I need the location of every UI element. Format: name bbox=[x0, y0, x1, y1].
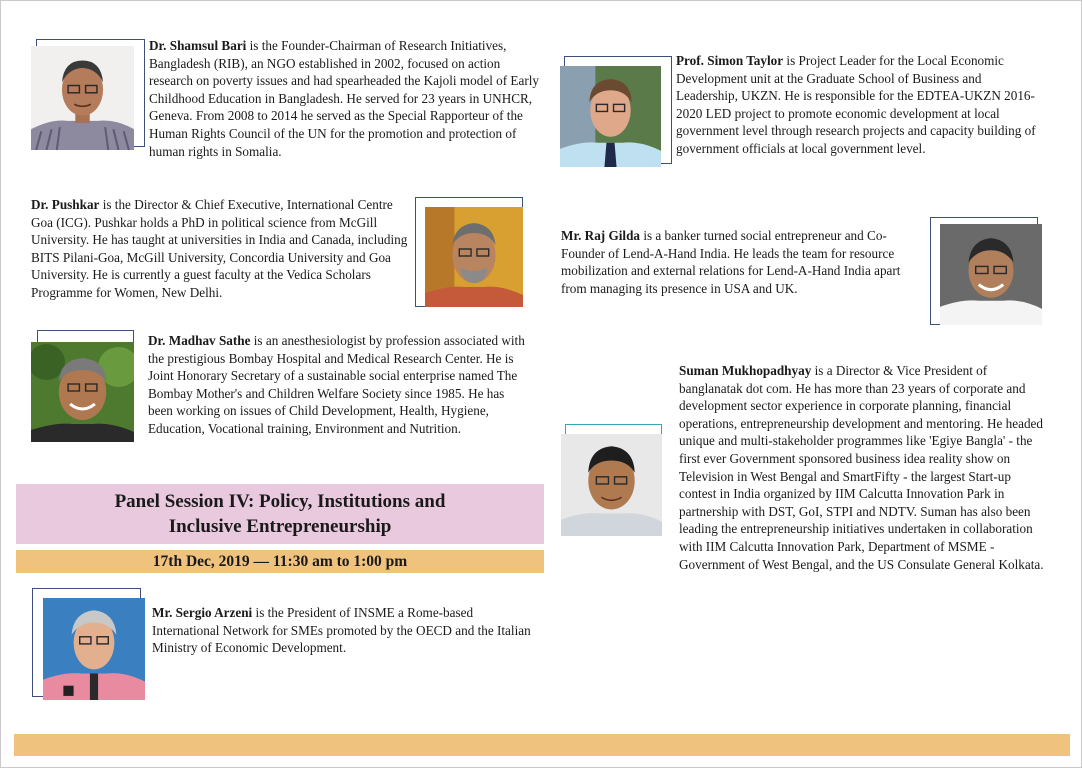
person-bio: is a banker turned social entrepreneur and Co-Founder of Lend-A-Hand India. He leads the team for resource mobilization and external relations for Lend-A-Hand India apart from managing its presence in USA and UK. bbox=[561, 228, 901, 296]
person-name: Mr. Sergio Arzeni bbox=[152, 605, 253, 620]
bio-suman-mukhopadhyay bbox=[679, 362, 1047, 573]
person-bio: is a Director & Vice President of banglanatak dot com. He has more than 23 years of corporate and development sector experience in corporate planning, financial operations, entrepreneurship development and mentoring. He headed unique and multi-stakeholder programmes like 'Egiye Bangla' - the first ever Government sponsored business idea reality show on Television in West Bengal and SmartFifty - the largest Start-up contest in India organized by IIM Calcutta Innovation Park in partnership with DST, GoI, STPI and NDTV. Suman has also been leading the entrepreneurship initiatives undertaken in collaboration with IIM Calcutta Innovation Park, Department of MSME - Government of West Bengal, and the US Consulate General Kolkata. bbox=[679, 363, 1044, 572]
bio-shamsul-bari bbox=[149, 37, 539, 160]
person-name: Dr. Shamsul Bari bbox=[149, 38, 247, 53]
person-bio: is the Founder-Chairman of Research Initiatives, Bangladesh (RIB), an NGO established in 2002, focused on action research on poverty issues and had spearheaded the Kajoli model of Early Childhood Education in Bangladesh. He served for 23 years in UNHCR, Geneva. From 2008 to 2014 he served as the Special Rapporteur of the Human Rights Council of the UN for the promotion and protection of human rights in Somalia. bbox=[149, 38, 539, 159]
portrait-photo-sergio-arzeni bbox=[43, 598, 145, 700]
portrait-photo-madhav-sathe bbox=[31, 342, 134, 442]
bio-sergio-arzeni bbox=[152, 604, 532, 657]
portrait-photo-simon-taylor bbox=[560, 66, 661, 167]
panel-session-title-line1: Panel Session IV: Policy, Institutions and bbox=[114, 491, 446, 512]
person-name: Prof. Simon Taylor bbox=[676, 53, 784, 68]
person-name: Dr. Madhav Sathe bbox=[148, 333, 251, 348]
person-bio: is the President of INSME a Rome-based International Network for SMEs promoted by the OECD and the Italian Ministry of Economic Development. bbox=[152, 605, 531, 656]
person-name: Suman Mukhopadhyay bbox=[679, 363, 812, 378]
person-bio: is Project Leader for the Local Economic Development unit at the Graduate School of Business and Leadership, UKZN. He is responsible for the EDTEA-UKZN 2016-2020 LED project to promote economic development at local government level through research projects and capacity building of government officials at local government level. bbox=[676, 53, 1036, 156]
bio-pushkar bbox=[31, 196, 413, 302]
portrait-photo-suman-mukhopadhyay bbox=[561, 434, 662, 536]
bottom-decorative-bar bbox=[14, 734, 1070, 756]
person-name: Mr. Raj Gilda bbox=[561, 228, 641, 243]
panel-session-title-box bbox=[16, 484, 544, 544]
panel-session-datetime: 17th Dec, 2019 — 11:30 am to 1:00 pm bbox=[16, 550, 544, 573]
bio-madhav-sathe bbox=[148, 332, 528, 438]
person-bio: is an anesthesiologist by profession associated with the prestigious Bombay Hospital and Medical Research Center. He is Joint Honorary Secretary of a sustainable social enterprise named The Bombay Mother's and Children Welfare Society since 1985. He has been working on issues of Child Development, Health, Hygiene, Education, Vocational training, Environment and Nutrition. bbox=[148, 333, 525, 436]
person-name: Dr. Pushkar bbox=[31, 197, 100, 212]
portrait-photo-raj-gilda bbox=[940, 224, 1042, 325]
bio-simon-taylor bbox=[676, 52, 1046, 158]
portrait-photo-shamsul-bari bbox=[31, 46, 134, 150]
bio-raj-gilda bbox=[561, 227, 921, 297]
person-bio: is the Director & Chief Executive, International Centre Goa (ICG). Pushkar holds a PhD in political science from McGill University. He has taught at universities in India and Canada, including BITS Pilani-Goa, McGill University, Concordia University and Goa University. He is currently a guest faculty at the Vedica Scholars Programme for Women, New Delhi. bbox=[31, 197, 408, 300]
panel-session-title-line2: Inclusive Entrepreneurship bbox=[168, 516, 392, 537]
portrait-photo-pushkar bbox=[425, 207, 523, 307]
